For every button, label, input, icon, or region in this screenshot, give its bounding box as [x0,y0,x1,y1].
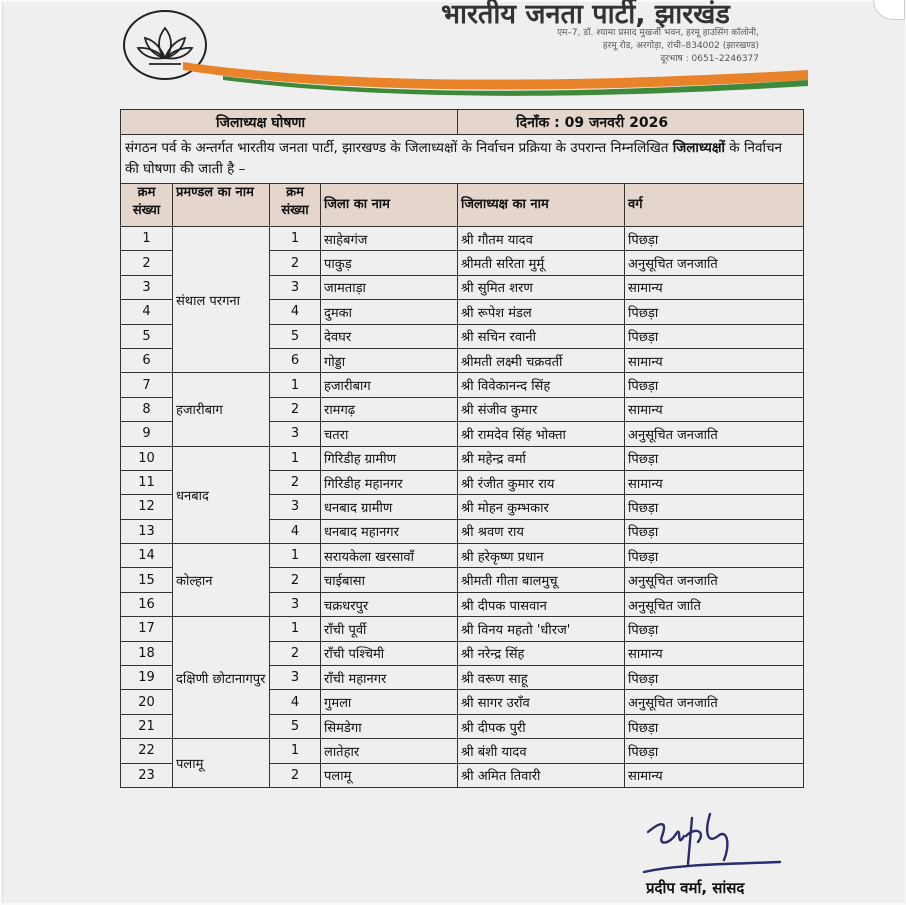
president-name: श्रीमती सरिता मुर्मू [458,251,625,275]
col-president: जिलाध्यक्ष का नाम [458,184,625,227]
col-sub-sn: क्रम संख्या [270,184,321,227]
president-name: श्री महेन्द्र वर्मा [458,446,625,470]
district-name: देवघर [321,324,458,348]
sub-serial-number: 5 [270,324,321,348]
division-name: दक्षिणी छोटानागपुर [173,617,270,739]
sub-serial-number: 2 [270,568,321,592]
sub-serial-number: 2 [270,397,321,421]
serial-number: 1 [121,227,173,251]
district-name: सिमडेगा [321,714,458,738]
serial-number: 23 [121,763,173,787]
district-name: साहेबगंज [321,227,458,251]
intro-bold: जिलाध्यक्षों [672,140,725,156]
district-name: राँची पूर्वी [321,617,458,641]
category: पिछड़ा [625,324,804,348]
president-name: श्री सुमित शरण [458,275,625,299]
intro-part: संगठन पर्व के अन्तर्गत भारतीय जनता पार्टी, झारखण्ड के जिलाध्यक्षों के निर्वाचन प्रक्रिया के उपरान्त निम्नलिखित [125,140,673,156]
col-category: वर्ग [625,184,804,227]
district-name: धनबाद महानगर [321,519,458,543]
table-row [121,373,804,397]
division-name: हजारीबाग [173,373,270,446]
category: पिछड़ा [625,714,804,738]
serial-number: 12 [121,495,173,519]
serial-number: 22 [121,739,173,763]
sub-serial-number: 2 [270,641,321,665]
district-name: दुमका [321,300,458,324]
notice-title: जिलाध्यक्ष घोषणा [121,110,458,135]
category: सामान्य [625,397,804,421]
president-name: श्री दीपक पासवान [458,592,625,616]
table-row [121,617,804,641]
sub-serial-number: 1 [270,373,321,397]
district-president-table [120,109,804,788]
serial-number: 20 [121,690,173,714]
president-name: श्री हरेकृष्ण प्रधान [458,544,625,568]
president-name: श्री मोहन कुम्भकार [458,495,625,519]
sub-serial-number: 4 [270,690,321,714]
serial-number: 14 [121,544,173,568]
president-name: श्री विनय महतो 'धीरज' [458,617,625,641]
president-name: श्री नरेन्द्र सिंह [458,641,625,665]
president-name: श्रीमती लक्ष्मी चक्रवर्ती [458,348,625,372]
category: पिछड़ा [625,739,804,763]
address-line: हरमू रोड, अरगोड़ा, रांची–834002 (झारखण्ड) [602,41,759,51]
category: अनुसूचित जनजाति [625,251,804,275]
serial-number: 7 [121,373,173,397]
sub-serial-number: 1 [270,617,321,641]
district-name: गिरिडीह ग्रामीण [321,446,458,470]
president-name: श्री सागर उराँव [458,690,625,714]
sub-serial-number: 3 [270,422,321,446]
district-name: गोड्डा [321,348,458,372]
division-name: कोल्हान [173,544,270,617]
category: पिछड़ा [625,300,804,324]
district-name: राँची महानगर [321,666,458,690]
title-row [121,110,804,135]
category: अनुसूचित जनजाति [625,422,804,446]
president-name: श्री संजीव कुमार [458,397,625,421]
sub-serial-number: 2 [270,470,321,494]
intro-text [121,135,804,184]
district-name: गिरिडीह महानगर [321,470,458,494]
serial-number: 2 [121,251,173,275]
president-name: श्री वरूण साहू [458,666,625,690]
category: पिछड़ा [625,373,804,397]
division-name: धनबाद [173,446,270,544]
district-name: गुमला [321,690,458,714]
sub-serial-number: 1 [270,227,321,251]
district-name: राँची पश्चिमी [321,641,458,665]
intro-row [121,135,804,184]
president-name: श्री रंजीत कुमार राय [458,470,625,494]
sub-serial-number: 3 [270,275,321,299]
table-row [121,739,804,763]
division-name: संथाल परगना [173,227,270,373]
category: पिछड़ा [625,495,804,519]
category: सामान्य [625,275,804,299]
address-line: दूरभाष : 0651–2246377 [660,54,759,64]
signer-name: प्रदीप वर्मा, सांसद [646,879,745,897]
category: अनुसूचित जनजाति [625,568,804,592]
president-name: श्रीमती गीता बालमुचू [458,568,625,592]
serial-number: 13 [121,519,173,543]
category: सामान्य [625,348,804,372]
sub-serial-number: 2 [270,251,321,275]
president-name: श्री गौतम यादव [458,227,625,251]
category: पिछड़ा [625,519,804,543]
serial-number: 17 [121,617,173,641]
col-district: जिला का नाम [321,184,458,227]
col-division: प्रमण्डल का नाम [173,184,270,227]
serial-number: 9 [121,422,173,446]
signature [640,806,790,880]
serial-number: 5 [121,324,173,348]
president-name: श्री विवेकानन्द सिंह [458,373,625,397]
division-name: पलामू [173,739,270,788]
serial-number: 3 [121,275,173,299]
header-row [121,184,804,227]
district-name: चाईबासा [321,568,458,592]
district-name: जामताड़ा [321,275,458,299]
sub-serial-number: 2 [270,763,321,787]
sub-serial-number: 3 [270,666,321,690]
category: सामान्य [625,763,804,787]
president-name: श्री दीपक पुरी [458,714,625,738]
district-name: पलामू [321,763,458,787]
district-name: चतरा [321,422,458,446]
sub-serial-number: 3 [270,495,321,519]
serial-number: 15 [121,568,173,592]
intro-part: के निर्वाचन की घोषणा की जाती है – [125,140,783,177]
signature-scribble [640,806,790,876]
category: सामान्य [625,641,804,665]
serial-number: 21 [121,714,173,738]
sub-serial-number: 3 [270,592,321,616]
notice-date: दिनाँक : 09 जनवरी 2026 [458,110,804,135]
col-sn: क्रम संख्या [121,184,173,227]
serial-number: 11 [121,470,173,494]
sub-serial-number: 4 [270,300,321,324]
category: पिछड़ा [625,544,804,568]
serial-number: 8 [121,397,173,421]
category: सामान्य [625,470,804,494]
serial-number: 18 [121,641,173,665]
category: अनुसूचित जाति [625,592,804,616]
category: पिछड़ा [625,617,804,641]
org-name: भारतीय जनता पार्टी, झारखंड [441,0,730,30]
sub-serial-number: 1 [270,446,321,470]
header-swoosh [183,50,813,100]
serial-number: 10 [121,446,173,470]
president-name: श्री रूपेश मंडल [458,300,625,324]
president-name: श्री रामदेव सिंह भोक्ता [458,422,625,446]
president-name: श्री अमित तिवारी [458,763,625,787]
corner-icon[interactable] [873,0,905,20]
serial-number: 19 [121,666,173,690]
district-name: पाकुड़ [321,251,458,275]
category: पिछड़ा [625,666,804,690]
president-name: श्री श्रवण राय [458,519,625,543]
category: पिछड़ा [625,446,804,470]
president-name: श्री सचिन रवानी [458,324,625,348]
sub-serial-number: 4 [270,519,321,543]
sub-serial-number: 1 [270,544,321,568]
serial-number: 16 [121,592,173,616]
district-name: सरायकेला खरसावाँ [321,544,458,568]
category: पिछड़ा [625,227,804,251]
table-row [121,446,804,470]
serial-number: 6 [121,348,173,372]
table-row [121,227,804,251]
serial-number: 4 [121,300,173,324]
district-name: चक्रधरपुर [321,592,458,616]
president-name: श्री बंशी यादव [458,739,625,763]
district-name: लातेहार [321,739,458,763]
sub-serial-number: 1 [270,739,321,763]
district-name: हजारीबाग [321,373,458,397]
district-name: धनबाद ग्रामीण [321,495,458,519]
table-body [121,227,804,788]
sub-serial-number: 5 [270,714,321,738]
category: अनुसूचित जनजाति [625,690,804,714]
district-name: रामगढ़ [321,397,458,421]
address-line: एम–7, डॉ. श्यामा प्रसाद मुखर्जी भवन, हरमू हाउसिंग कॉलोनी, [557,28,759,38]
table-row [121,544,804,568]
sub-serial-number: 6 [270,348,321,372]
